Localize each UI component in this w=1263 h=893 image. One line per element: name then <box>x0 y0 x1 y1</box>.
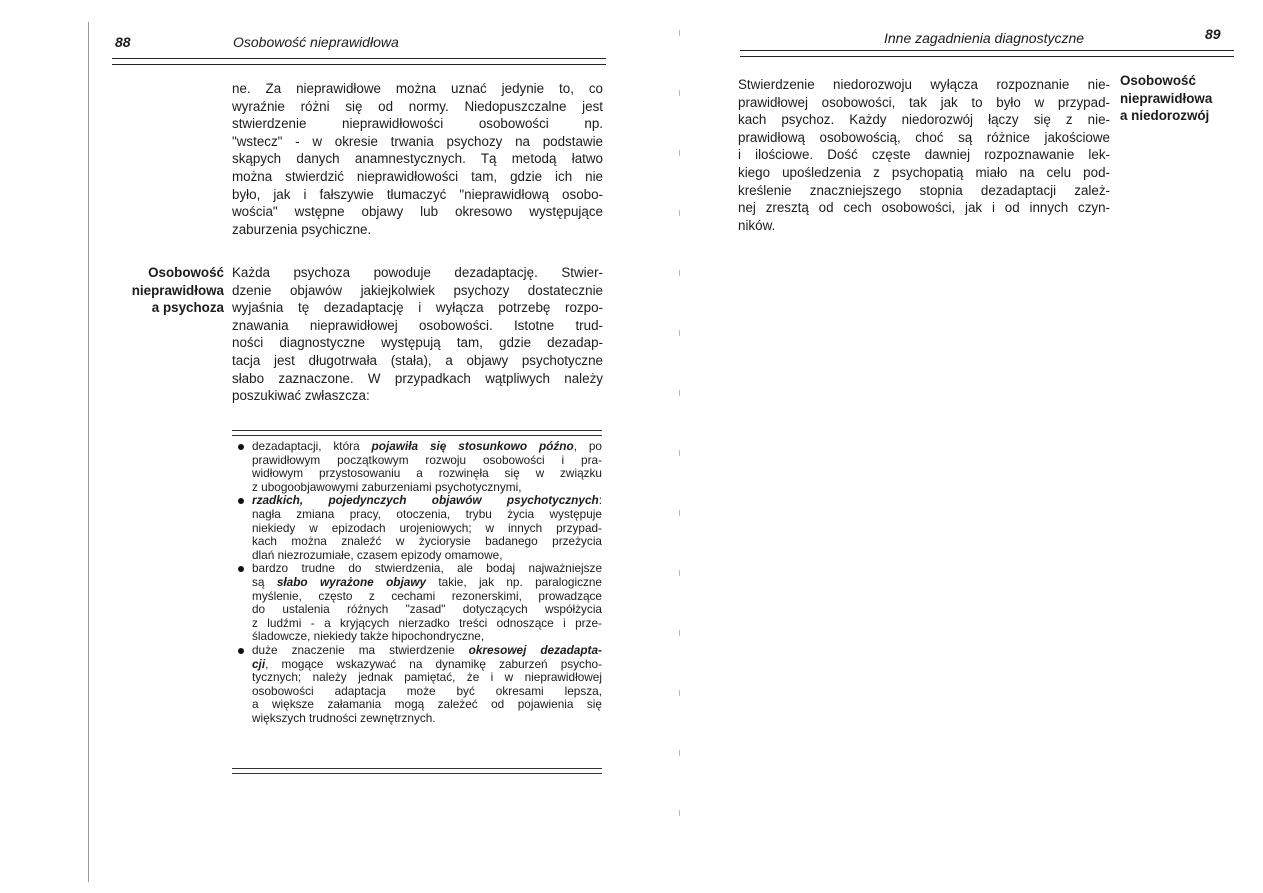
emphasis-text: pojawiła się stosunkowo późno <box>371 439 574 453</box>
bullet-line <box>252 698 602 712</box>
text-line: wyraźnie różni się od normy. Niedopuszczalne jest <box>232 98 603 114</box>
left-header-rule <box>112 58 606 65</box>
bullet-text: a większe załamania mogą zależeć od pojawienia się <box>252 697 602 712</box>
bullet-text: z ludźmi - a kryjących nierzadko treści odnoszące i prze- <box>252 615 602 630</box>
bullet-line <box>252 481 602 495</box>
text-line: dzenie objawów jakiejkolwiek psychozy dostatecznie <box>232 282 603 298</box>
bullet-text: myślenie, często z cechami rezonerskimi, prowadzące <box>252 588 602 603</box>
bullet-dot-icon <box>238 498 244 504</box>
bullet-text: niekiedy w epizodach urojeniowych; w innych przypad- <box>252 520 602 535</box>
text-line: wościa" wstępne objawy lub okresowo występujące <box>232 204 603 220</box>
bullet-text: prawidłowym początkowym rozwoju osobowości i pra- <box>252 452 602 467</box>
text-line: nej zresztą od cech osobowości, jak i od innych czyn- <box>738 200 1110 216</box>
bullet-line <box>252 535 602 549</box>
bullet-line <box>252 658 602 672</box>
right-page <box>632 0 1263 893</box>
bullet-line <box>252 590 602 604</box>
bullet-text: , po <box>573 439 602 453</box>
section-title-line: Osobowość <box>1120 73 1196 88</box>
bullet-text: bardzo trudne do stwierdzenia, ale bodaj najważniejsze <box>252 561 602 576</box>
left-running-head: Osobowość nieprawidłowa <box>233 34 399 50</box>
bullet-line <box>252 603 602 617</box>
bullet-line <box>252 712 602 726</box>
bullet-line <box>252 671 602 685</box>
bullet-line <box>252 440 602 454</box>
section-title-line: a psychoza <box>151 300 224 316</box>
text-line: kach psychoz. Każdy niedorozwój łączy się z nie- <box>738 112 1110 128</box>
bullet-text: z ubogoobjawowymi zaburzeniami psychotycznymi, <box>252 479 522 494</box>
bullet-item <box>236 644 602 726</box>
bullet-line <box>252 617 602 631</box>
bullet-item <box>236 494 602 562</box>
left-section-paragraph <box>232 264 603 405</box>
text-line: zaburzenia psychiczne. <box>232 221 372 237</box>
emphasis-text: okresowej dezadapta- <box>468 642 602 657</box>
left-section-title <box>100 264 224 317</box>
right-running-head: Inne zagadnienia diagnostyczne <box>884 30 1085 46</box>
emphasis-text: cji <box>252 656 266 671</box>
text-line: Stwierdzenie niedorozwoju wyłącza rozpoznanie nie- <box>738 77 1110 92</box>
left-page-number: 88 <box>115 34 131 50</box>
text-line: prawidłowej osobowości, tak jak to było w przypad- <box>738 94 1110 110</box>
right-header-rule <box>740 50 1234 57</box>
bullet-text: takie, jak np. paralogiczne <box>426 574 602 589</box>
section-title-line: nieprawidłowa <box>131 282 224 298</box>
box-top-rule <box>232 430 602 436</box>
bullet-text: kach można znaleźć w życiorysie badanego przeżycia <box>252 534 602 549</box>
bullet-text: tycznych; należy jednak pamiętać, że i w nieprawidłowej <box>252 670 602 685</box>
text-line: skąpych danych anamnestycznych. Tą metodą łatwo <box>232 151 603 167</box>
text-line: ne. Za nieprawidłowe można uznać jedynie to, co <box>232 81 603 96</box>
bullet-text: : <box>598 493 602 508</box>
text-line: można stwierdzić nieprawidłowości tam, gdzie ich nie <box>232 168 603 184</box>
bullet-line <box>252 467 602 481</box>
section-title-line: Osobowość <box>148 265 224 280</box>
text-line: było, jak i fałszywie tłumaczyć "nieprawidłową osobo- <box>232 186 603 202</box>
text-line: ności diagnostyczne występują tam, gdzie dezadap- <box>232 335 603 351</box>
bullet-line <box>252 562 602 576</box>
bullet-text: , mogące wskazywać na dynamikę zaburzeń psycho- <box>265 656 602 671</box>
bullet-text: większych trudności zewnętrznych. <box>252 710 436 725</box>
bullet-line <box>252 494 602 508</box>
box-bottom-rule <box>232 768 602 774</box>
bullet-line <box>252 644 602 658</box>
bullet-item <box>236 440 602 494</box>
bullet-text: osobowości adaptacja może być okresami lepsza, <box>252 683 602 698</box>
right-section-paragraph <box>738 76 1110 234</box>
bullet-text: są <box>252 574 277 589</box>
right-page-number: 89 <box>1205 26 1221 42</box>
emphasis-text: słabo wyrażone objawy <box>276 574 427 589</box>
bullet-text: duże znaczenie ma stwierdzenie <box>252 642 469 657</box>
bullet-text: nagła zmiana pracy, otoczenia, trybu życia występuje <box>252 506 602 521</box>
text-line: Każda psychoza powoduje dezadaptację. Stwier- <box>232 265 603 280</box>
bullet-line <box>252 522 602 536</box>
bullet-text: do ustalenia różnych "zasad" dotyczących współżycia <box>252 602 602 617</box>
text-line: znawania nieprawidłowej osobowości. Istotne trud- <box>232 317 603 333</box>
section-title-line: a niedorozwój <box>1120 108 1210 124</box>
right-section-title <box>1120 72 1245 125</box>
bullet-line <box>252 630 602 644</box>
bullet-line <box>252 576 602 590</box>
section-title-line: nieprawidłowa <box>1120 90 1213 106</box>
bullet-text: widłowym przystosowaniu a rozwinęła się w związku <box>252 466 602 481</box>
text-line: słabo zaznaczone. W przypadkach wątpliwych należy <box>232 370 603 386</box>
text-line: kreślenie znaczniejszego stopnia dezadaptacji zależ- <box>738 182 1110 198</box>
left-page-edge <box>88 22 89 882</box>
bullet-line <box>252 685 602 699</box>
bullet-line <box>252 454 602 468</box>
bullet-dot-icon <box>238 444 244 450</box>
bullet-text: śladowcze, niekiedy także hipochondryczne, <box>252 629 485 644</box>
bullet-text: dezadaptacji, która <box>252 439 372 453</box>
bullet-line <box>252 549 602 563</box>
left-continuation-paragraph <box>232 80 603 238</box>
text-line: kiego upośledzenia z psychopatią miało na celu pod- <box>738 164 1110 180</box>
text-line: i ilościowe. Dość częste dawniej rozpoznawanie lek- <box>738 147 1110 163</box>
bullet-dot-icon <box>238 648 244 654</box>
bullet-item <box>236 562 602 644</box>
bullet-list <box>236 440 602 725</box>
bullet-dot-icon <box>238 566 244 572</box>
text-line: "wstecz" - w okresie trwania psychozy na podstawie <box>232 133 603 149</box>
emphasis-text: rzadkich, pojedynczych objawów psychotycznych <box>252 493 599 508</box>
text-line: tacja jest długotrwała (stała), a objawy psychotyczne <box>232 352 603 368</box>
text-line: poszukiwać zwłaszcza: <box>232 388 370 404</box>
bullet-line <box>252 508 602 522</box>
text-line: prawidłową osobowością, choć są różnice jakościowe <box>738 129 1110 145</box>
bullet-text: dlań niezrozumiałe, czasem epizody omamowe, <box>252 547 503 562</box>
text-line: stwierdzenie nieprawidłowości osobowości np. <box>232 116 603 132</box>
text-line: wyjaśnia tę dezadaptację i wyłącza potrzebę rozpo- <box>232 300 603 316</box>
text-line: ników. <box>738 217 776 233</box>
